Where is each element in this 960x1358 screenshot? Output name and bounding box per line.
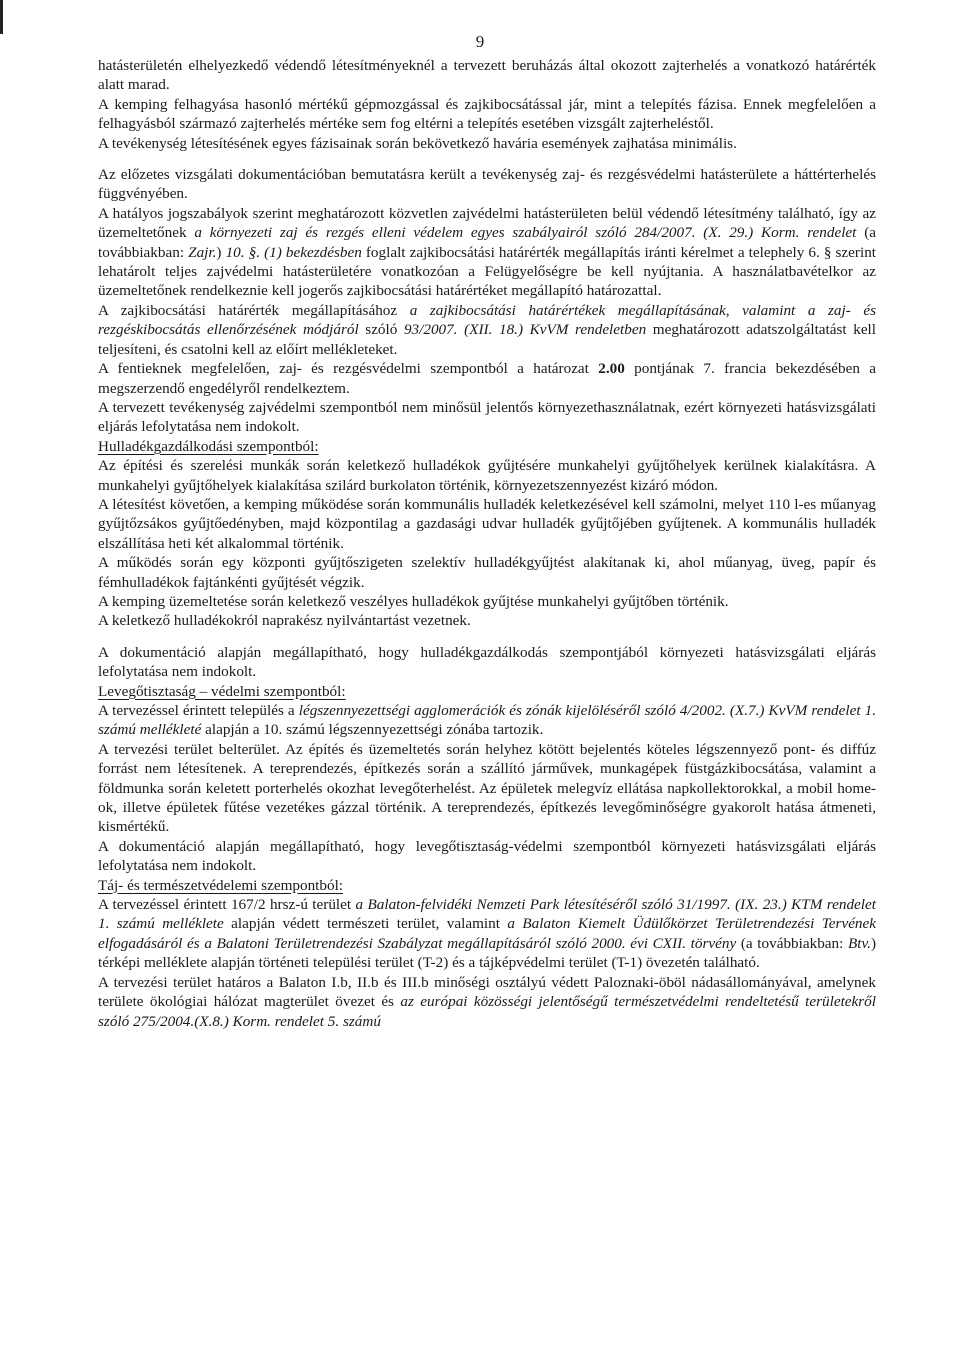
paragraph: A fentieknek megfelelően, zaj- és rezgésvédelmi szempontból a határozat 2.00 pontjának 7. francia bekezdésében a megszerzendő engedélyről rendelkeztem. <box>98 360 876 397</box>
paragraph: A működés során egy központi gyűjtőszigeten szelektív hulladékgyűjtést alakítanak ki, ahol műanyag, üveg, papír és fémhulladékok fajtánkénti gyűjtését végzik. <box>98 554 876 591</box>
paragraph: A keletkező hulladékokról naprakész nyilvántartást vezetnek. <box>98 612 471 630</box>
paragraph: A létesítést követően, a kemping működése során kommunális hulladék keletkezésével kell számolni, melyet 110 l-es műanyag gyűjtőzsákos gyűjtőedényben, majd központilag a gazdasági udvar hulladék gyűjtőjében gyűjtenek. A kommunális hulladék elszállítása heti két alkalommal történik. <box>98 495 876 552</box>
document-body <box>98 56 876 1031</box>
scan-edge-mark <box>0 0 3 34</box>
page-number: 9 <box>475 32 485 51</box>
paragraph: A tervezéssel érintett település a légszennyezettségi agglomerációk és zónák kijelöléséről szóló 4/2002. (X.7.) KvVM rendelet 1. számú mellékleté alapján a 10. számú légszennyezettségi zónába tartozik. <box>98 702 876 739</box>
paragraph: A tervezéssel érintett 167/2 hrsz-ú terület a Balaton-felvidéki Nemzeti Park létesítéséről szóló 31/1997. (IX. 23.) KTM rendelet 1. számú melléklete alapján védett természeti terület, valamint a Balaton Kiemelt Üdülőkörzet Területrendezési Tervének elfogadásáról és a Balatoni Területrendezési Szabályzat megállapításáról szóló 2000. évi CXII. törvény (a továbbiakban: Btv.) térképi melléklete alapján történeti települési terület (T-2) és a tájképvédelmi terület (T-1) övezetén található. <box>98 896 877 972</box>
section-heading: Hulladékgazdálkodási szempontból: <box>98 437 319 455</box>
paragraph: A zajkibocsátási határérték megállapításához a zajkibocsátási határértékek megállapításának, valamint a zaj- és rezgéskibocsátás ellenőrzésének módjáról szóló 93/2007. (XII. 18.) KvVM rendeletben meghatározott adatszolgáltatást kell teljesíteni, és csatolni kell az előírt mellékleteket. <box>98 301 876 358</box>
paragraph: A tervezési terület belterület. Az építés és üzemeltetés során helyhez kötött bejelentés köteles légszennyező pont- és diffúz forrást nem létesítenek. A tereprendezés, építkezés során a szállító járművek, munkagépek füstgázkibocsátása, valamint a földmunka során keletett porterhelés okozhat levegőterhelést. Az épületek melegvíz ellátása napkollektorokkal, a mobil home-ok, illetve épületek fűtése vezetékes gázzal történik. A tereprendezés, építkezés levegőminőségre gyakorolt hatása átmeneti, kismértékű. <box>98 740 876 836</box>
paragraph: A tevékenység létesítésének egyes fázisainak során bekövetkező havária események zajhatása minimális. <box>98 134 737 152</box>
paragraph: Az előzetes vizsgálati dokumentációban bemutatásra került a tevékenység zaj- és rezgésvédelmi hatásterülete a háttérterhelés függvényében. <box>98 166 876 203</box>
section-heading: Levegőtisztaság – védelmi szempontból: <box>98 682 346 700</box>
paragraph: A kemping üzemeltetése során keletkező veszélyes hulladékok gyűjtése munkahelyi gyűjtőben történik. <box>98 592 729 610</box>
section-heading: Táj- és természetvédelemi szempontból: <box>98 876 344 894</box>
paragraph: A kemping felhagyása hasonló mértékű gépmozgással és zajkibocsátással jár, mint a telepítés fázisa. Ennek megfelelően a felhagyásból származó zajterhelés mértéke sem fog eltérni a telepítés esetében vizsgált zajterheléstől. <box>98 95 876 133</box>
paragraph: A hatályos jogszabályok szerint meghatározott közvetlen zajvédelmi hatásterületen belül védendő létesítmény található, így az üzemeltetőnek a környezeti zaj és rezgés elleni védelem egyes szabályairól szóló 284/2007. (X. 29.) Korm. rendelet (a továbbiakban: Zajr.) 10. §. (1) bekezdésben foglalt zajkibocsátási határérték megállapítás iránti kérelmet a telephely 6. § szerint lehatárolt teljes zajvédelmi hatásterületére vonatkozóan a Felügyelőségre be kell nyújtania. A használatbavételkor az üzemeltetőnek rendelkeznie kell jogerős zajkibocsátási határértéket megállapító határozattal. <box>98 204 877 300</box>
paragraph: Az építési és szerelési munkák során keletkező hulladékok gyűjtésére munkahelyi gyűjtőhelyek kerülnek kialakításra. A munkahelyi gyűjtőhelyek kialakítása szilárd burkolaton történik, környezetszennyezést kizáró módon. <box>98 457 876 494</box>
paragraph: A tervezési terület határos a Balaton I.b, II.b és III.b minőségi osztályú védett Paloznaki-öböl nádasállományával, amelynek területe ökológiai hálózat magterület övezet és az európai közösségi jelentőségű természetvédelmi rendeltetésű területekről szóló 275/2004.(X.8.) Korm. rendelet 5. számú <box>98 973 876 1030</box>
paragraph: hatásterületén elhelyezkedő védendő létesítményeknél a tervezett beruházás által okozott zajterhelés a vonatkozó határérték alatt marad. <box>98 57 876 94</box>
paragraph: A dokumentáció alapján megállapítható, hogy hulladékgazdálkodás szempontjából környezeti hatásvizsgálati eljárás lefolytatása nem indokolt. <box>98 643 876 681</box>
paragraph: A dokumentáció alapján megállapítható, hogy levegőtisztaság-védelmi szempontból környezeti hatásvizsgálati eljárás lefolytatása nem indokolt. <box>98 837 876 875</box>
paragraph: A tervezett tevékenység zajvédelmi szempontból nem minősül jelentős környezethasználatnak, ezért környezeti hatásvizsgálati eljárás lefolytatása nem indokolt. <box>98 398 876 436</box>
